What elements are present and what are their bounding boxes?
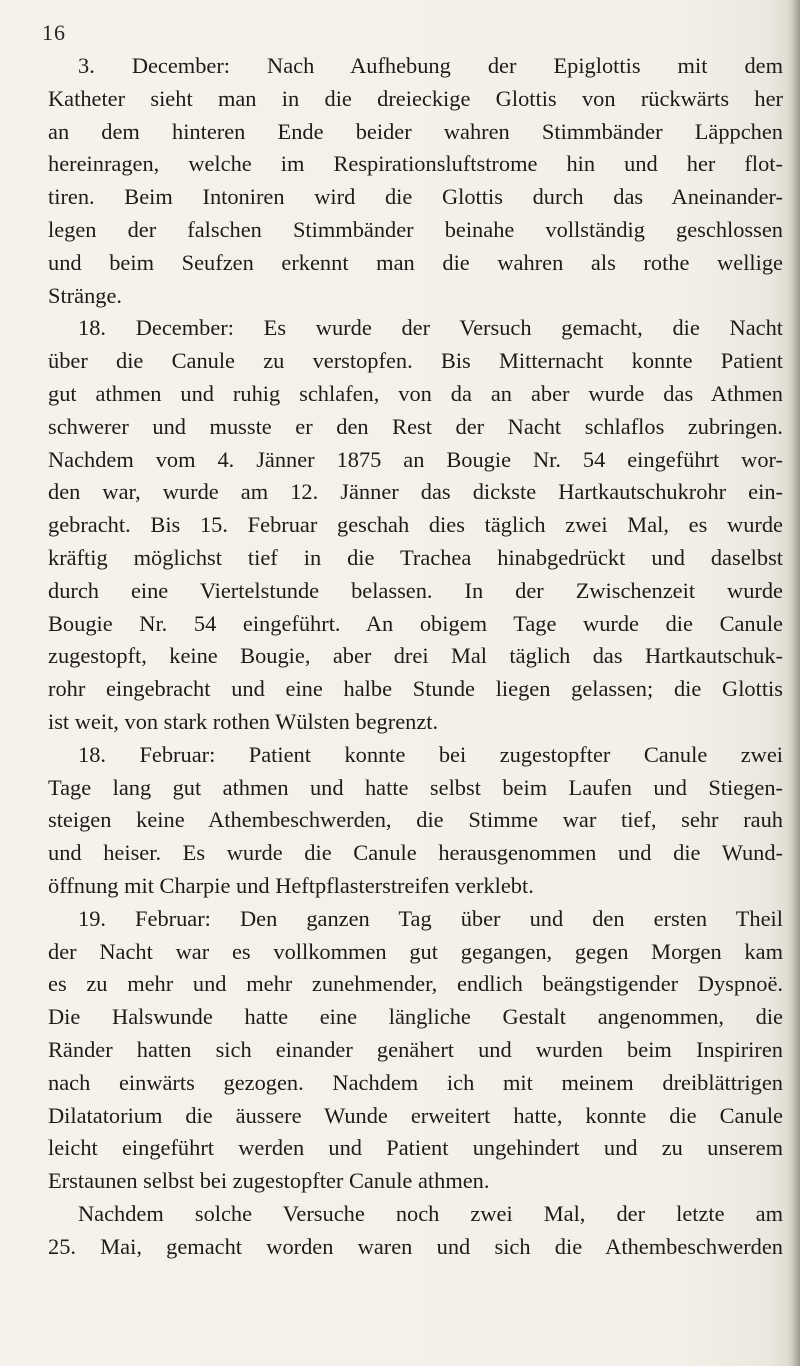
text-line: nach einwärts gezogen. Nachdem ich mit meinem dreiblättrigen	[48, 1069, 783, 1095]
text-line: 19. Februar: Den ganzen Tag über und den ersten Theil	[78, 905, 783, 931]
paragraph	[48, 1198, 783, 1264]
text-line: Erstaunen selbst bei zugestopfter Canule athmen.	[48, 1168, 490, 1194]
text-line: gut athmen und ruhig schlafen, von da an aber wurde das Athmen	[48, 380, 783, 406]
text-line: 3. December: Nach Aufhebung der Epiglottis mit dem	[78, 53, 783, 78]
text-line: ist weit, von stark rothen Wülsten begrenzt.	[48, 708, 439, 734]
page-number: 16	[42, 20, 66, 45]
paragraph	[48, 50, 783, 312]
text-line: Tage lang gut athmen und hatte selbst beim Laufen und Stiegen-	[48, 774, 783, 800]
text-line: es zu mehr und mehr zunehmender, endlich beängstigender Dyspnoë.	[48, 971, 783, 997]
text-line: Dilatatorium die äussere Wunde erweitert hatte, konnte die Canule	[48, 1102, 783, 1128]
paragraph	[48, 739, 783, 903]
text-line: 18. December: Es wurde der Versuch gemacht, die Nacht	[78, 315, 783, 341]
text-line: gebracht. Bis 15. Februar geschah dies täglich zwei Mal, es wurde	[48, 512, 783, 538]
text-line: steigen keine Athembeschwerden, die Stimme war tief, sehr rauh	[48, 807, 783, 833]
text-line: der Nacht war es vollkommen gut gegangen, gegen Morgen kam	[48, 938, 783, 964]
page-edge-shadow	[788, 0, 800, 1366]
text-line: an dem hinteren Ende beider wahren Stimmbänder Läppchen	[48, 118, 783, 144]
text-line: und heiser. Es wurde die Canule herausgenommen und die Wund-	[48, 840, 783, 866]
text-line: tiren. Beim Intoniren wird die Glottis durch das Aneinander-	[48, 184, 783, 210]
text-line: Katheter sieht man in die dreieckige Glottis von rückwärts her	[48, 85, 783, 111]
text-line: leicht eingeführt werden und Patient ungehindert und zu unserem	[48, 1135, 783, 1161]
text-line: und beim Seufzen erkennt man die wahren als rothe wellige	[48, 249, 783, 275]
text-line: Ränder hatten sich einander genähert und wurden beim Inspiriren	[48, 1036, 783, 1062]
text-line: zugestopft, keine Bougie, aber drei Mal täglich das Hartkautschuk-	[48, 643, 783, 669]
text-line: den war, wurde am 12. Jänner das dickste Hartkautschukrohr ein-	[48, 479, 783, 505]
text-line: 25. Mai, gemacht worden waren und sich die Athembeschwerden	[48, 1233, 783, 1259]
text-line: durch eine Viertelstunde belassen. In der Zwischenzeit wurde	[48, 577, 783, 603]
text-line: schwerer und musste er den Rest der Nacht schlaflos zubringen.	[48, 413, 783, 439]
paragraph	[48, 312, 783, 738]
text-line: öffnung mit Charpie und Heftpflasterstreifen verklebt.	[48, 872, 534, 898]
paragraph	[48, 903, 783, 1198]
text-line: Stränge.	[48, 282, 122, 308]
text-line: rohr eingebracht und eine halbe Stunde liegen gelassen; die Glottis	[48, 676, 783, 702]
text-line: Nachdem vom 4. Jänner 1875 an Bougie Nr. 54 eingeführt wor-	[48, 446, 783, 472]
text-line: über die Canule zu verstopfen. Bis Mitternacht konnte Patient	[48, 348, 783, 374]
text-line: Nachdem solche Versuche noch zwei Mal, der letzte am	[78, 1200, 783, 1226]
text-line: legen der falschen Stimmbänder beinahe vollständig geschlossen	[48, 216, 783, 242]
text-line: hereinragen, welche im Respirationsluftstrome hin und her flot-	[48, 151, 783, 177]
text-line: Bougie Nr. 54 eingeführt. An obigem Tage wurde die Canule	[48, 610, 783, 636]
body-text	[48, 50, 783, 1263]
text-line: kräftig möglichst tief in die Trachea hinabgedrückt und daselbst	[48, 544, 783, 570]
text-line: Die Halswunde hatte eine längliche Gestalt angenommen, die	[48, 1004, 783, 1030]
text-line: 18. Februar: Patient konnte bei zugestopfter Canule zwei	[78, 741, 783, 767]
